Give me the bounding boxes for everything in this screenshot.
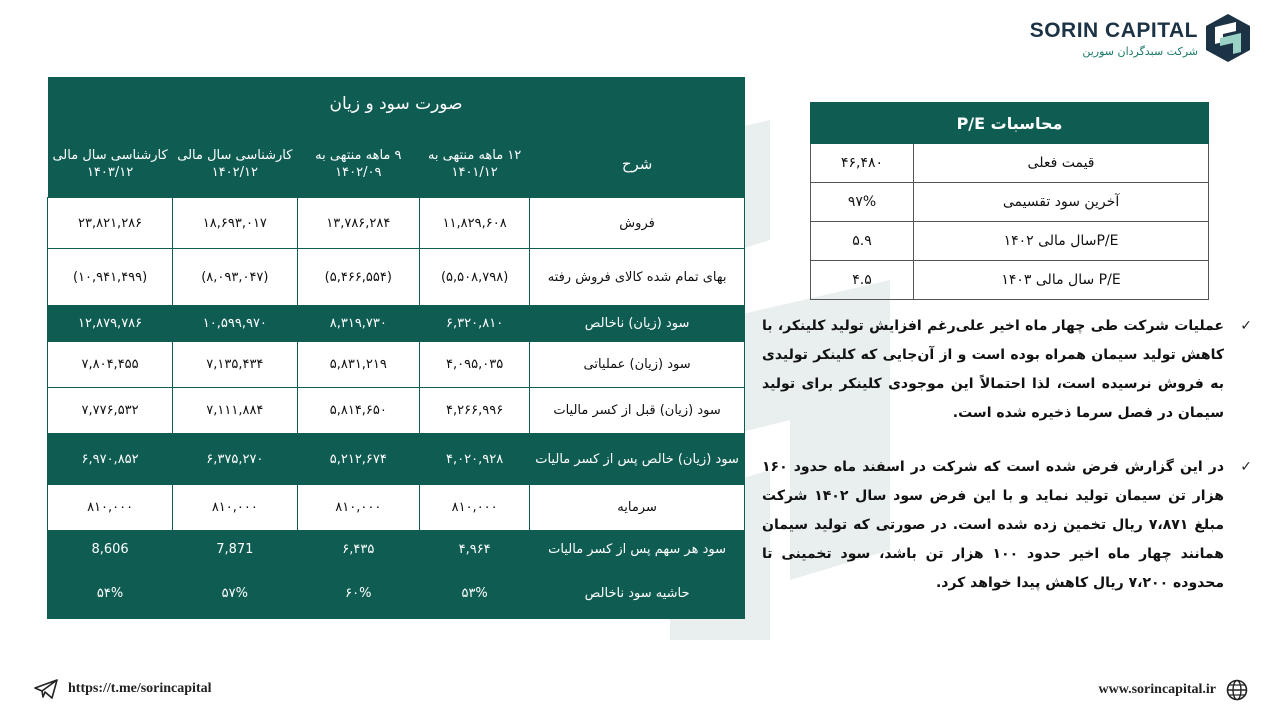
pe-row: [811, 183, 1209, 222]
row-label: فروش: [530, 198, 745, 249]
cell-value: ۷,۸۰۴,۴۵۵: [48, 342, 173, 388]
cell-value: ۴,۰۲۰,۹۲۸: [420, 434, 530, 485]
pe-value: ۹۷%: [811, 183, 914, 222]
analysis-notes: [762, 312, 1252, 598]
note-text: در این گزارش فرض شده است که شرکت در اسفند ماه حدود ۱۶۰ هزار تن سیمان تولید نماید و با این فرض سود سال ۱۴۰۲ شرکت مبلغ ۷،۸۷۱ ریال تخمین زده شده است. در صورتی که تولید سیمان همانند چهار ماه اخیر حدود ۱۰۰ هزار تن باشد، سود تخمینی تا محدوده ۷،۲۰۰ ریال کاهش پیدا خواهد کرد.: [762, 459, 1224, 591]
pe-value: ۵.۹: [811, 222, 914, 261]
logo-icon: [1206, 14, 1250, 62]
cell-value: ۴,۰۹۵,۰۳۵: [420, 342, 530, 388]
company-logo: [1030, 14, 1250, 62]
cell-value: ۸۱۰,۰۰۰: [48, 485, 173, 531]
table-row: [48, 249, 745, 306]
cell-value: 8,606: [48, 531, 173, 569]
cell-value: ۴,۹۶۴: [420, 531, 530, 569]
row-label: سود (زیان) ناخالص: [530, 306, 745, 342]
cell-value: ۱۰,۵۹۹,۹۷۰: [173, 306, 297, 342]
header-col4: کارشناسی سال مالی ۱۴۰۳/۱۲: [48, 131, 173, 198]
pe-label: P/E سال مالی ۱۴۰۳: [914, 261, 1209, 300]
table-row: [48, 306, 745, 342]
row-label: حاشیه سود ناخالص: [530, 569, 745, 619]
table-row: [48, 531, 745, 569]
telegram-link[interactable]: [34, 679, 212, 699]
cell-value: ۸۱۰,۰۰۰: [173, 485, 297, 531]
cell-value: ۶,۴۳۵: [297, 531, 420, 569]
header-col1: ۱۲ ماهه منتهی به ۱۴۰۱/۱۲: [420, 131, 530, 198]
cell-value: ۸,۳۱۹,۷۳۰: [297, 306, 420, 342]
table-row: [48, 198, 745, 249]
cell-value: ۷,۷۷۶,۵۳۲: [48, 388, 173, 434]
cell-value: ۵۴%: [48, 569, 173, 619]
cell-value: ۶,۳۲۰,۸۱۰: [420, 306, 530, 342]
cell-value: (۸,۰۹۳,۰۴۷): [173, 249, 297, 306]
pe-row: [811, 144, 1209, 183]
cell-value: ۱۸,۶۹۳,۰۱۷: [173, 198, 297, 249]
cell-value: ۴,۲۶۶,۹۹۶: [420, 388, 530, 434]
cell-value: ۵,۸۳۱,۲۱۹: [297, 342, 420, 388]
cell-value: ۵۳%: [420, 569, 530, 619]
telegram-url[interactable]: https://t.me/sorincapital: [68, 681, 212, 696]
note-item: [762, 453, 1252, 598]
table-row: [48, 569, 745, 619]
row-label: سود (زیان) قبل از کسر مالیات: [530, 388, 745, 434]
cell-value: ۶,۳۷۵,۲۷۰: [173, 434, 297, 485]
cell-value: ۷,۱۱۱,۸۸۴: [173, 388, 297, 434]
cell-value: (۵,۴۶۶,۵۵۴): [297, 249, 420, 306]
row-label: بهای تمام شده کالای فروش رفته: [530, 249, 745, 306]
cell-value: (۱۰,۹۴۱,۴۹۹): [48, 249, 173, 306]
header-col3: کارشناسی سال مالی ۱۴۰۲/۱۲: [173, 131, 297, 198]
logo-name-fa: شرکت سبدگردان سورین: [1082, 44, 1198, 58]
pe-title: محاسبات P/E: [811, 103, 1209, 144]
telegram-icon: [34, 679, 58, 699]
cell-value: ۸۱۰,۰۰۰: [297, 485, 420, 531]
cell-value: ۵۷%: [173, 569, 297, 619]
note-item: [762, 312, 1252, 428]
income-statement-table: [47, 77, 745, 619]
income-statement-title: صورت سود و زیان: [48, 77, 745, 131]
pe-label: آخرین سود تقسیمی: [914, 183, 1209, 222]
row-label: سود هر سهم پس از کسر مالیات: [530, 531, 745, 569]
cell-value: ۷,۱۳۵,۴۳۴: [173, 342, 297, 388]
row-label: سود (زیان) خالص پس از کسر مالیات: [530, 434, 745, 485]
checkmark-icon: ✓: [1240, 459, 1252, 475]
table-row: [48, 342, 745, 388]
cell-value: 7,871: [173, 531, 297, 569]
cell-value: ۱۲,۸۷۹,۷۸۶: [48, 306, 173, 342]
cell-value: ۸۱۰,۰۰۰: [420, 485, 530, 531]
globe-icon: [1226, 679, 1248, 701]
note-text: عملیات شرکت طی چهار ماه اخیر علی‌رغم افزایش تولید کلینکر، با کاهش تولید سیمان همراه بوده است و از آن‌جایی که کلینکر تولیدی به فروش نرسیده است، لذا احتمالاً این موجودی کلینکر برای تولید سیمان در فصل سرما ذخیره شده است.: [762, 318, 1224, 421]
table-row: [48, 434, 745, 485]
table-row: [48, 485, 745, 531]
row-label: سود (زیان) عملیاتی: [530, 342, 745, 388]
pe-value: ۴.۵: [811, 261, 914, 300]
header-col2: ۹ ماهه منتهی به ۱۴۰۲/۰۹: [297, 131, 420, 198]
logo-name-en: SORIN CAPITAL: [1029, 18, 1198, 42]
header-desc: شرح: [530, 131, 745, 198]
cell-value: (۵,۵۰۸,۷۹۸): [420, 249, 530, 306]
website-url[interactable]: www.sorincapital.ir: [1098, 682, 1216, 697]
pe-table: [810, 102, 1209, 300]
cell-value: ۶,۹۷۰,۸۵۲: [48, 434, 173, 485]
cell-value: ۱۱,۸۲۹,۶۰۸: [420, 198, 530, 249]
cell-value: ۲۳,۸۲۱,۲۸۶: [48, 198, 173, 249]
checkmark-icon: ✓: [1240, 318, 1252, 334]
pe-value: ۴۶,۴۸۰: [811, 144, 914, 183]
website-link[interactable]: [1099, 679, 1248, 701]
cell-value: ۱۳,۷۸۶,۲۸۴: [297, 198, 420, 249]
table-row: [48, 388, 745, 434]
pe-label: قیمت فعلی: [914, 144, 1209, 183]
row-label: سرمایه: [530, 485, 745, 531]
pe-label: P/Eسال مالی ۱۴۰۲: [914, 222, 1209, 261]
pe-row: [811, 261, 1209, 300]
cell-value: ۵,۲۱۲,۶۷۴: [297, 434, 420, 485]
cell-value: ۵,۸۱۴,۶۵۰: [297, 388, 420, 434]
cell-value: ۶۰%: [297, 569, 420, 619]
pe-row: [811, 222, 1209, 261]
